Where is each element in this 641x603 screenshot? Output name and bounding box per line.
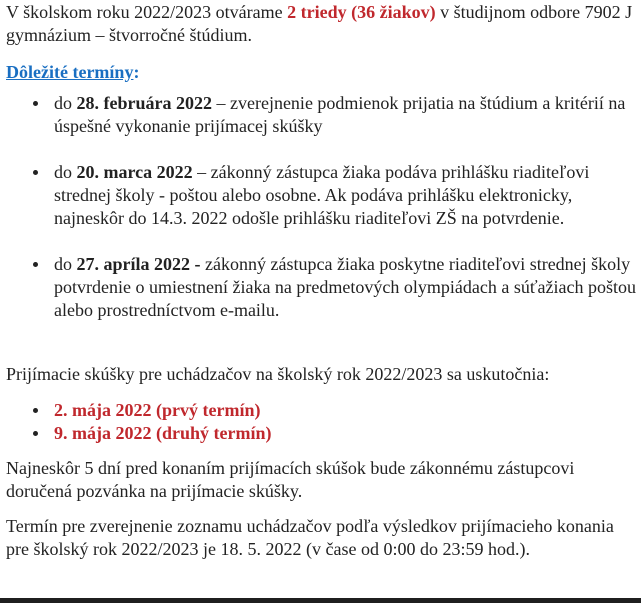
- exams-intro-paragraph: Prijímacie skúšky pre uchádzačov na školský rok 2022/2023 sa uskutočnia:: [6, 364, 550, 384]
- invitation-paragraph: Najneskôr 5 dní pred konaním prijímacích skúšok bude zákonnému zástupcovi doručená pozvánka na prijímacie skúšky.: [6, 458, 575, 501]
- deadline-date: 27. apríla 2022 -: [76, 254, 201, 274]
- deadline-date: 20. marca 2022: [76, 162, 193, 182]
- bullet-icon: [33, 262, 38, 267]
- deadline-item: [6, 92, 636, 138]
- deadline-prefix: do: [54, 162, 77, 182]
- heading-colon: :: [133, 62, 140, 82]
- deadline-item: [6, 253, 636, 322]
- bullet-icon: [33, 431, 38, 436]
- class-count-highlight: 2 triedy (36 žiakov): [287, 2, 436, 22]
- bullet-icon: [33, 408, 38, 413]
- intro-text-before: V školskom roku 2022/2023 otvárame: [6, 2, 288, 22]
- exam-dates-list: [6, 399, 636, 445]
- deadlines-list: [6, 92, 636, 322]
- exam-date-item: [6, 399, 636, 422]
- intro-paragraph: [6, 1, 636, 47]
- deadline-text: zákonný zástupca žiaka poskytne riaditeľovi strednej školy potvrdenie o umiestnení žiaka na predmetových olympiádach a súťažiach poštou alebo prostredníctvom e-mailu.: [54, 254, 637, 320]
- admission-info-document: [6, 1, 636, 561]
- deadline-prefix: do: [54, 93, 77, 113]
- intro-text-after: v študijnom odbore 7902 J gymnázium – štvorročné štúdium.: [6, 2, 633, 45]
- important-dates-heading: [6, 61, 636, 84]
- important-dates-link[interactable]: Dôležité termíny: [6, 62, 134, 82]
- exam-date-first: 2. mája 2022 (prvý termín): [54, 400, 261, 420]
- deadline-prefix: do: [54, 254, 77, 274]
- bullet-icon: [33, 101, 38, 106]
- exam-date-item: [6, 422, 636, 445]
- bottom-divider: [0, 598, 641, 603]
- bullet-icon: [33, 170, 38, 175]
- exam-date-second: 9. mája 2022 (druhý termín): [54, 423, 272, 443]
- deadline-text: – zverejnenie podmienok prijatia na štúdium a kritérií na úspešné vykonanie prijímacej skúšky: [54, 93, 626, 136]
- deadline-text: – zákonný zástupca žiaka podáva prihlášku riaditeľovi strednej školy - poštou alebo osobne. Ak podáva prihlášku elektronicky, najneskôr do 14.3. 2022 odošle prihlášku riaditeľovi ZŠ na potvrdenie.: [54, 162, 590, 228]
- results-paragraph: Termín pre zverejnenie zoznamu uchádzačov podľa výsledkov prijímacieho konania pre školský rok 2022/2023 je 18. 5. 2022 (v čase od 0:00 do 23:59 hod.).: [6, 516, 614, 559]
- deadline-date: 28. februára 2022: [76, 93, 212, 113]
- deadline-item: [6, 161, 636, 230]
